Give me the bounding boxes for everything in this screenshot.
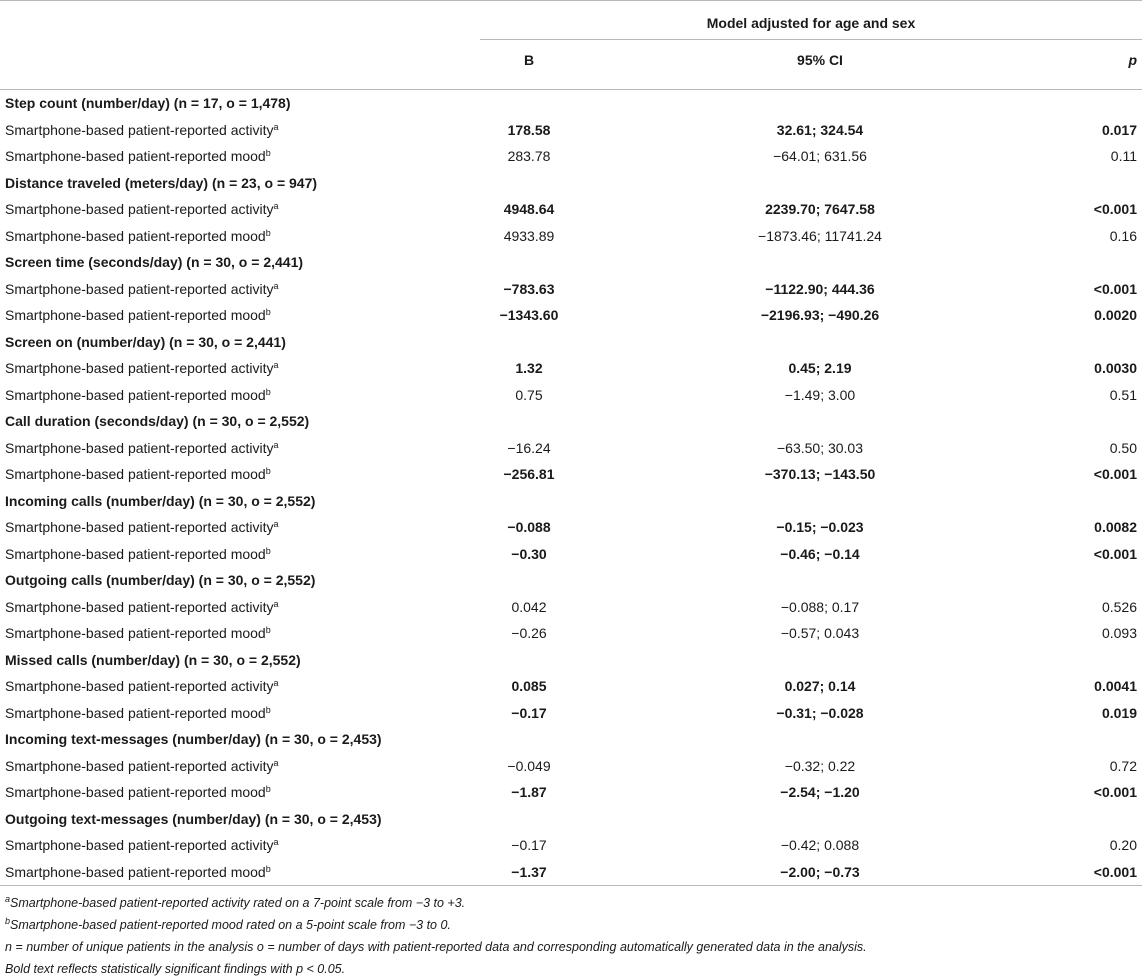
row-label-superscript: b (265, 148, 271, 158)
row-label-text: Smartphone-based patient-reported mood (5, 545, 266, 562)
row-label (5, 859, 271, 886)
table-row (0, 673, 1142, 700)
row-label-text: Smartphone-based patient-reported activity (5, 121, 274, 138)
row-label (5, 382, 271, 409)
footnote-a-text: Smartphone-based patient-reported activity rated on a 7-point scale from −3 to +3. (10, 896, 466, 910)
row-label (5, 620, 271, 647)
row-label-superscript: b (265, 863, 271, 874)
table-row (0, 276, 1142, 303)
table-row (0, 223, 1142, 250)
group-title: Model adjusted for age and sex (706, 15, 916, 31)
section-title: Missed calls (number/day) (n = 30, o = 2,552) (5, 651, 301, 668)
row-label-text: Smartphone-based patient-reported mood (5, 784, 266, 800)
row-label-text: Smartphone-based patient-reported activity (5, 598, 274, 615)
row-label-superscript: a (273, 678, 279, 688)
row-label-superscript: a (273, 837, 279, 847)
ci-value: −0.46; −0.14 (780, 545, 860, 562)
row-label-superscript: a (273, 519, 279, 529)
footnote-b (0, 914, 1142, 936)
p-value: 0.20 (1109, 837, 1137, 853)
table-row (0, 779, 1142, 806)
row-label-text: Smartphone-based patient-reported mood (5, 227, 266, 244)
row-label-superscript: b (265, 227, 271, 238)
section-header-row (0, 567, 1142, 594)
table-row (0, 382, 1142, 409)
p-value: 0.0020 (1094, 307, 1137, 323)
ci-value: −2.54; −1.20 (780, 784, 860, 800)
ci-value: −64.01; 631.56 (773, 148, 867, 164)
row-label-superscript: a (273, 280, 279, 291)
section-header-row (0, 329, 1142, 356)
section-title: Screen on (number/day) (n = 30, o = 2,441) (5, 333, 286, 350)
p-value: <0.001 (1093, 784, 1137, 800)
ci-value: −0.42; 0.088 (780, 837, 860, 853)
row-label-superscript: a (273, 201, 279, 211)
b-value: 4933.89 (503, 227, 555, 244)
row-label (5, 541, 271, 568)
ci-value: −0.31; −0.028 (776, 704, 864, 721)
ci-value: −0.088; 0.17 (780, 598, 860, 615)
ci-value: −0.32; 0.22 (784, 757, 856, 774)
section-title: Distance traveled (meters/day) (n = 23, o = 947) (5, 174, 318, 191)
section-header-row (0, 408, 1142, 435)
p-value: 0.093 (1101, 625, 1137, 641)
b-value: −1.87 (511, 784, 547, 800)
row-label-text: Smartphone-based patient-reported mood (5, 863, 266, 880)
p-value: <0.001 (1093, 466, 1137, 482)
b-value: 0.085 (511, 678, 547, 694)
row-label-text: Smartphone-based patient-reported mood (5, 704, 266, 721)
ci-value: −1122.90; 444.36 (765, 280, 875, 297)
p-value: 0.50 (1109, 439, 1137, 456)
b-value: −0.17 (511, 704, 547, 721)
b-value: −0.049 (507, 757, 551, 774)
table-bottom-rule (0, 885, 1142, 886)
footnotes (0, 892, 1142, 980)
table-row (0, 859, 1142, 886)
row-label (5, 514, 279, 541)
row-label (5, 700, 271, 727)
row-label-superscript: b (265, 466, 271, 476)
p-value: 0.0030 (1094, 360, 1137, 376)
footnote-n-o: n = number of unique patients in the analysis o = number of days with patient-reported data and corresponding automatically generated data in the analysis. (5, 940, 867, 954)
section-header-row (0, 806, 1142, 833)
table-row (0, 355, 1142, 382)
b-value: −1343.60 (499, 307, 559, 323)
b-value: −0.17 (511, 837, 547, 853)
row-label (5, 117, 279, 144)
ci-value: −63.50; 30.03 (776, 439, 864, 456)
footnote-b-marker: b (5, 916, 11, 926)
p-value: 0.019 (1101, 704, 1137, 721)
footnote-b-text: Smartphone-based patient-reported mood rated on a 5-point scale from −3 to 0. (10, 918, 451, 932)
section-header-row (0, 249, 1142, 276)
ci-value: −1873.46; 11741.24 (758, 227, 882, 244)
row-label-superscript: a (273, 439, 279, 450)
column-header-b: B (523, 52, 535, 68)
p-value: 0.16 (1109, 227, 1137, 244)
row-label-text: Smartphone-based patient-reported activity (5, 201, 274, 217)
ci-value: −370.13; −143.50 (764, 466, 876, 482)
p-value: 0.51 (1109, 386, 1137, 403)
row-label-superscript: b (265, 545, 271, 556)
ci-value: −2196.93; −490.26 (760, 307, 880, 323)
row-label (5, 196, 279, 223)
row-label-text: Smartphone-based patient-reported mood (5, 625, 266, 641)
section-title: Outgoing calls (number/day) (n = 30, o = 2,552) (5, 572, 316, 588)
section-header-row (0, 488, 1142, 515)
section-header-row (0, 170, 1142, 197)
row-label-superscript: a (273, 598, 279, 609)
table-body (0, 90, 1142, 885)
row-label (5, 143, 271, 170)
b-value: −256.81 (503, 466, 555, 482)
section-header-row (0, 726, 1142, 753)
row-label-text: Smartphone-based patient-reported activity (5, 360, 274, 376)
table-header (0, 1, 1142, 89)
row-label (5, 779, 271, 806)
row-label-text: Smartphone-based patient-reported activity (5, 519, 274, 535)
ci-value: 0.45; 2.19 (788, 360, 852, 376)
row-label-text: Smartphone-based patient-reported activity (5, 837, 274, 853)
b-value: −0.26 (511, 625, 547, 641)
row-label (5, 594, 279, 621)
table-row (0, 700, 1142, 727)
b-value: −0.088 (507, 519, 551, 535)
footnote-bold: Bold text reflects statistically significant findings with p < 0.05. (5, 962, 346, 976)
footnote-a (0, 892, 1142, 914)
p-value: <0.001 (1093, 280, 1137, 297)
table-row (0, 594, 1142, 621)
p-value: 0.11 (1110, 148, 1137, 164)
table-row (0, 620, 1142, 647)
row-label-superscript: a (273, 121, 279, 132)
section-title: Screen time (seconds/day) (n = 30, o = 2,441) (5, 254, 304, 270)
ci-value: −0.15; −0.023 (776, 519, 864, 535)
row-label-text: Smartphone-based patient-reported activity (5, 678, 274, 694)
ci-value: 2239.70; 7647.58 (765, 201, 875, 217)
p-value: <0.001 (1093, 863, 1137, 880)
b-value: 1.32 (515, 360, 543, 376)
row-label-text: Smartphone-based patient-reported mood (5, 466, 266, 482)
p-value: 0.72 (1109, 757, 1137, 774)
ci-value: −0.57; 0.043 (780, 625, 860, 641)
table-row (0, 143, 1142, 170)
row-label-text: Smartphone-based patient-reported activity (5, 757, 274, 774)
b-value: 178.58 (507, 121, 551, 138)
row-label (5, 753, 279, 780)
p-value: 0.526 (1101, 598, 1137, 615)
b-value: 4948.64 (503, 201, 555, 217)
table-row (0, 117, 1142, 144)
section-title: Call duration (seconds/day) (n = 30, o = 2,552) (5, 413, 310, 429)
b-value: −0.30 (511, 545, 547, 562)
section-header-row (0, 90, 1142, 117)
group-rule (480, 39, 1142, 40)
row-label-superscript: a (273, 757, 279, 768)
table-row (0, 753, 1142, 780)
section-title: Incoming calls (number/day) (n = 30, o = 2,552) (5, 492, 316, 509)
row-label-text: Smartphone-based patient-reported activity (5, 439, 274, 456)
row-label (5, 832, 279, 859)
table-row (0, 514, 1142, 541)
b-value: 283.78 (507, 148, 551, 164)
section-title: Step count (number/day) (n = 17, o = 1,478) (5, 95, 291, 111)
p-value: 0.017 (1101, 121, 1137, 138)
b-value: −783.63 (503, 280, 555, 297)
row-label (5, 673, 279, 700)
table-row (0, 435, 1142, 462)
section-title: Incoming text-messages (number/day) (n = 30, o = 2,453) (5, 731, 382, 747)
b-value: 0.042 (511, 598, 547, 615)
table-row (0, 541, 1142, 568)
column-header-p: p (1128, 52, 1137, 68)
row-label-text: Smartphone-based patient-reported mood (5, 386, 266, 403)
ci-value: 0.027; 0.14 (784, 678, 856, 694)
row-label-superscript: b (265, 784, 271, 794)
p-value: <0.001 (1093, 545, 1137, 562)
row-label (5, 223, 271, 250)
b-value: −16.24 (507, 439, 551, 456)
p-value: <0.001 (1093, 201, 1137, 217)
ci-value: −1.49; 3.00 (784, 386, 856, 403)
row-label-superscript: a (273, 360, 279, 370)
row-label (5, 355, 279, 382)
ci-value: 32.61; 324.54 (776, 121, 864, 138)
column-header-ci: 95% CI (797, 52, 843, 68)
row-label (5, 276, 279, 303)
row-label-superscript: b (265, 625, 271, 635)
p-value: 0.0082 (1094, 519, 1137, 535)
p-value: 0.0041 (1094, 678, 1137, 694)
ci-value: −2.00; −0.73 (780, 863, 860, 880)
section-header-row (0, 647, 1142, 674)
row-label (5, 435, 279, 462)
b-value: 0.75 (515, 386, 543, 403)
table-row (0, 196, 1142, 223)
row-label-superscript: b (265, 307, 271, 317)
row-label (5, 461, 271, 488)
b-value: −1.37 (511, 863, 547, 880)
table-row (0, 461, 1142, 488)
row-label-text: Smartphone-based patient-reported activity (5, 280, 274, 297)
row-label (5, 302, 271, 329)
row-label-superscript: b (265, 704, 271, 715)
table-row (0, 302, 1142, 329)
row-label-superscript: b (265, 386, 271, 397)
row-label-text: Smartphone-based patient-reported mood (5, 307, 266, 323)
row-label-text: Smartphone-based patient-reported mood (5, 148, 266, 164)
section-title: Outgoing text-messages (number/day) (n = 30, o = 2,453) (5, 810, 382, 827)
table-row (0, 832, 1142, 859)
footnote-a-marker: a (5, 894, 11, 904)
